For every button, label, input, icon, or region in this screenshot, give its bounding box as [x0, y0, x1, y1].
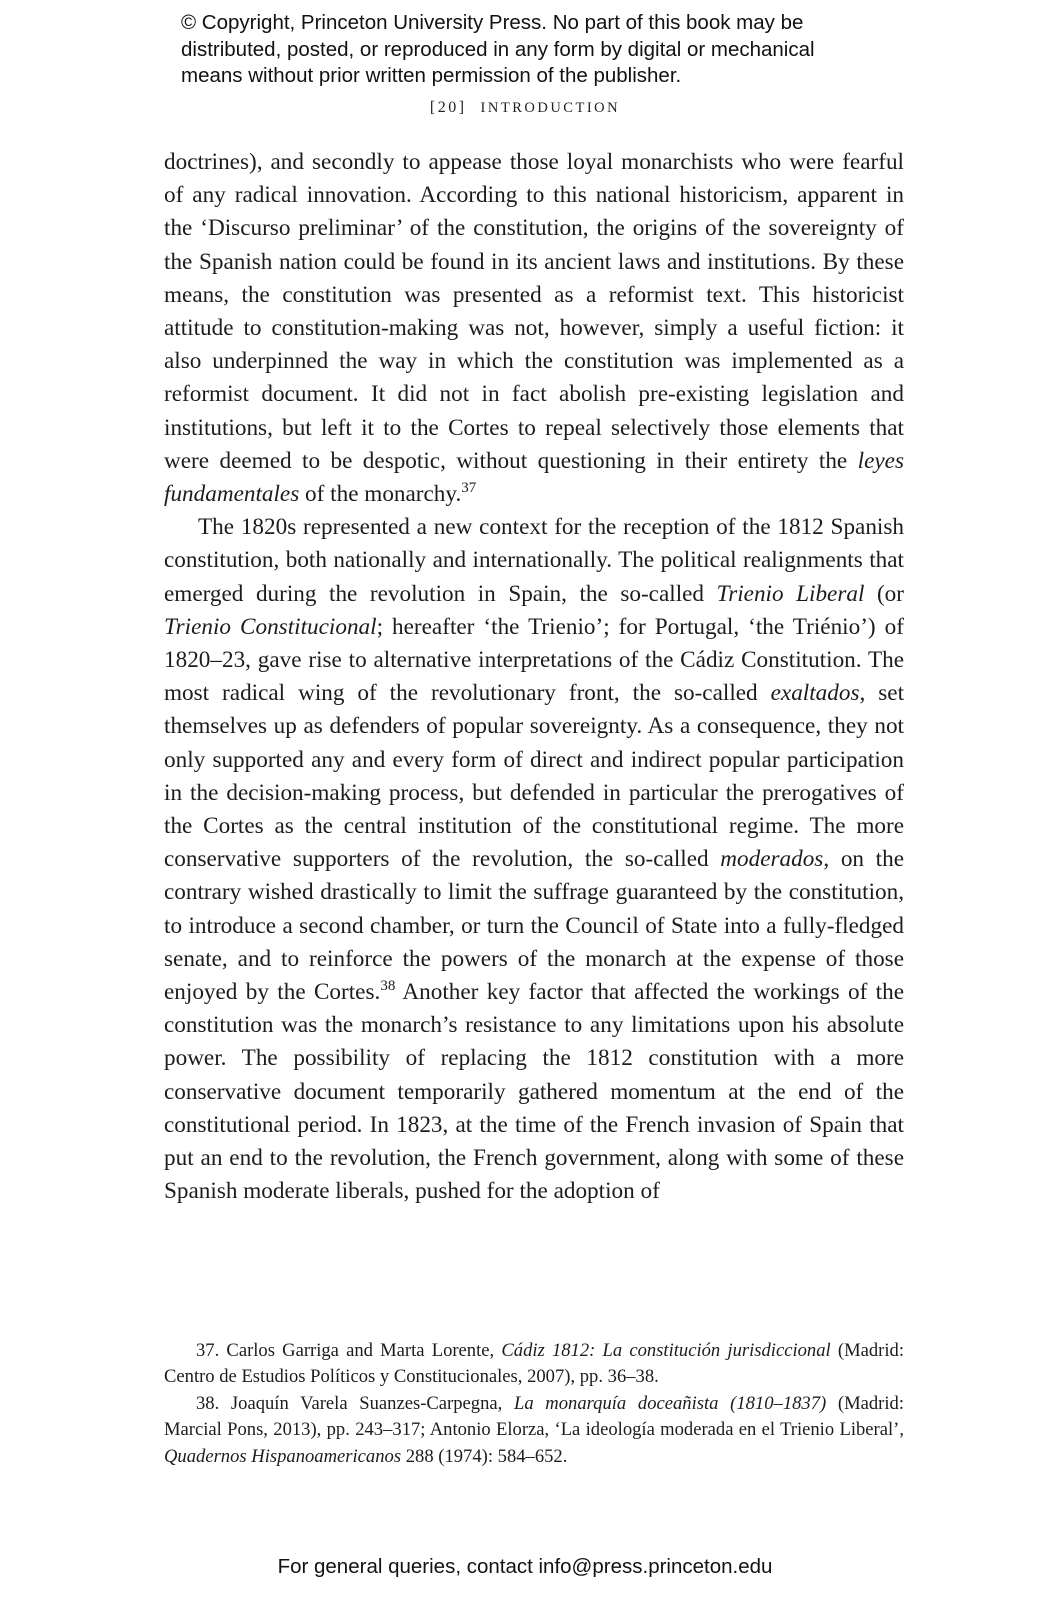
text-run: ; hereafter ‘the Trienio’; for Portugal, ‘the Triénio’) of 1820–23, gave rise to alternative interpretations of the Cádiz Constitution. The most radical wing of the revolutionary front, the so-called — [164, 613, 904, 707]
paragraph — [164, 146, 904, 511]
copyright-line: © Copyright, Princeton University Press. No part of this book may be — [181, 11, 804, 34]
footnote — [164, 1338, 904, 1391]
footnote-ref[interactable]: 38 — [380, 978, 396, 995]
page-number: [20] — [429, 99, 467, 116]
paragraph — [164, 511, 904, 1208]
italic-term: exaltados — [770, 680, 860, 707]
text-run: (or — [876, 580, 904, 607]
text-run: , set themselves up as defenders of popular sovereignty. As a consequence, they not only supported any and every form of direct and indirect popular participation in the decision-making process, but defended in particular the prerogatives of the Cortes as the central institution of the constitutional regime. The more conservative supporters of the revolution, the so-called — [164, 680, 905, 873]
copyright-line: means without prior written permission of the publisher. — [181, 64, 682, 87]
footnote — [164, 1391, 904, 1470]
footnote-text: 38. Joaquín Varela Suanzes-Carpegna, — [196, 1392, 503, 1414]
text-run: Another key factor that affected the workings of the constitution was the monarch’s resistance to any limitations upon his absolute power. The possibility of replacing the 1812 constitution with a more conservative document temporarily gathered momentum at the end of the constitutional period. In 1823, at the time of the French invasion of Spain that put an end to the revolution, the French government, along with some of these Spanish moderate liberals, pushed for the adoption of — [164, 979, 904, 1205]
footnote-ref[interactable]: 37 — [461, 480, 477, 497]
running-head — [0, 99, 1050, 117]
text-run: of the monarchy. — [305, 481, 462, 508]
text-run: , on the contrary wished drastically to limit the suffrage guaranteed by the constitution, to introduce a second chamber, or turn the Council of State into a fully-fledged senate, and to reinforce the powers of the monarch at the expense of those enjoyed by the Cortes. — [164, 846, 905, 1006]
contact-footer: For general queries, contact info@press.princeton.edu — [277, 1555, 773, 1578]
body-text — [164, 146, 904, 1209]
footnote-text: 37. Carlos Garriga and Marta Lorente, — [196, 1340, 495, 1361]
footnotes — [164, 1338, 904, 1470]
copyright-notice — [181, 10, 941, 90]
italic-term: moderados — [720, 846, 824, 873]
footnote-title: Quadernos Hispanoamericanos — [164, 1445, 402, 1467]
footnote-text: 288 (1974): 584–652. — [405, 1445, 568, 1467]
footnote-text: (Madrid: Marcial Pons, 2013), pp. 243–317; Antonio Elorza, ‘La ideología moderada en el Trienio Liberal’, — [164, 1392, 904, 1441]
italic-term: Trienio Liberal — [716, 580, 865, 607]
text-run: The 1820s represented a new context for the reception of the 1812 Spanish constitution, both nationally and internationally. The political realignments that emerged during the revolution in Spain, the so-called — [164, 514, 904, 607]
chapter-title: INTRODUCTION — [480, 100, 621, 116]
italic-term: leyes fundamentales — [164, 447, 904, 508]
footnote-text: (Madrid: Centro de Estudios Políticos y Constitucionales, 2007), pp. 36–38. — [164, 1340, 904, 1388]
footnote-title: Cádiz 1812: La constitución jurisdiccional — [501, 1340, 831, 1361]
footnote-title: La monarquía doceañista (1810–1837) — [513, 1392, 827, 1414]
copyright-line: distributed, posted, or reproduced in any form by digital or mechanical — [181, 37, 815, 61]
italic-term: Trienio Constitucional — [164, 613, 377, 640]
text-run: doctrines), and secondly to appease those loyal monarchists who were fearful of any radical innovation. According to this national historicism, apparent in the ‘Discurso preliminar’ of the constitution, the origins of the sovereignty of the Spanish nation could be found in its ancient laws and institutions. By these means, the constitution was presented as a reformist text. This historicist attitude to constitution-making was not, however, simply a useful fiction: it also underpinned the way in which the constitution was implemented as a reformist document. It did not in fact abolish pre-existing legislation and institutions, but left it to the Cortes to repeal selectively those elements that were deemed to be despotic, without questioning in their entirety the — [164, 149, 904, 474]
